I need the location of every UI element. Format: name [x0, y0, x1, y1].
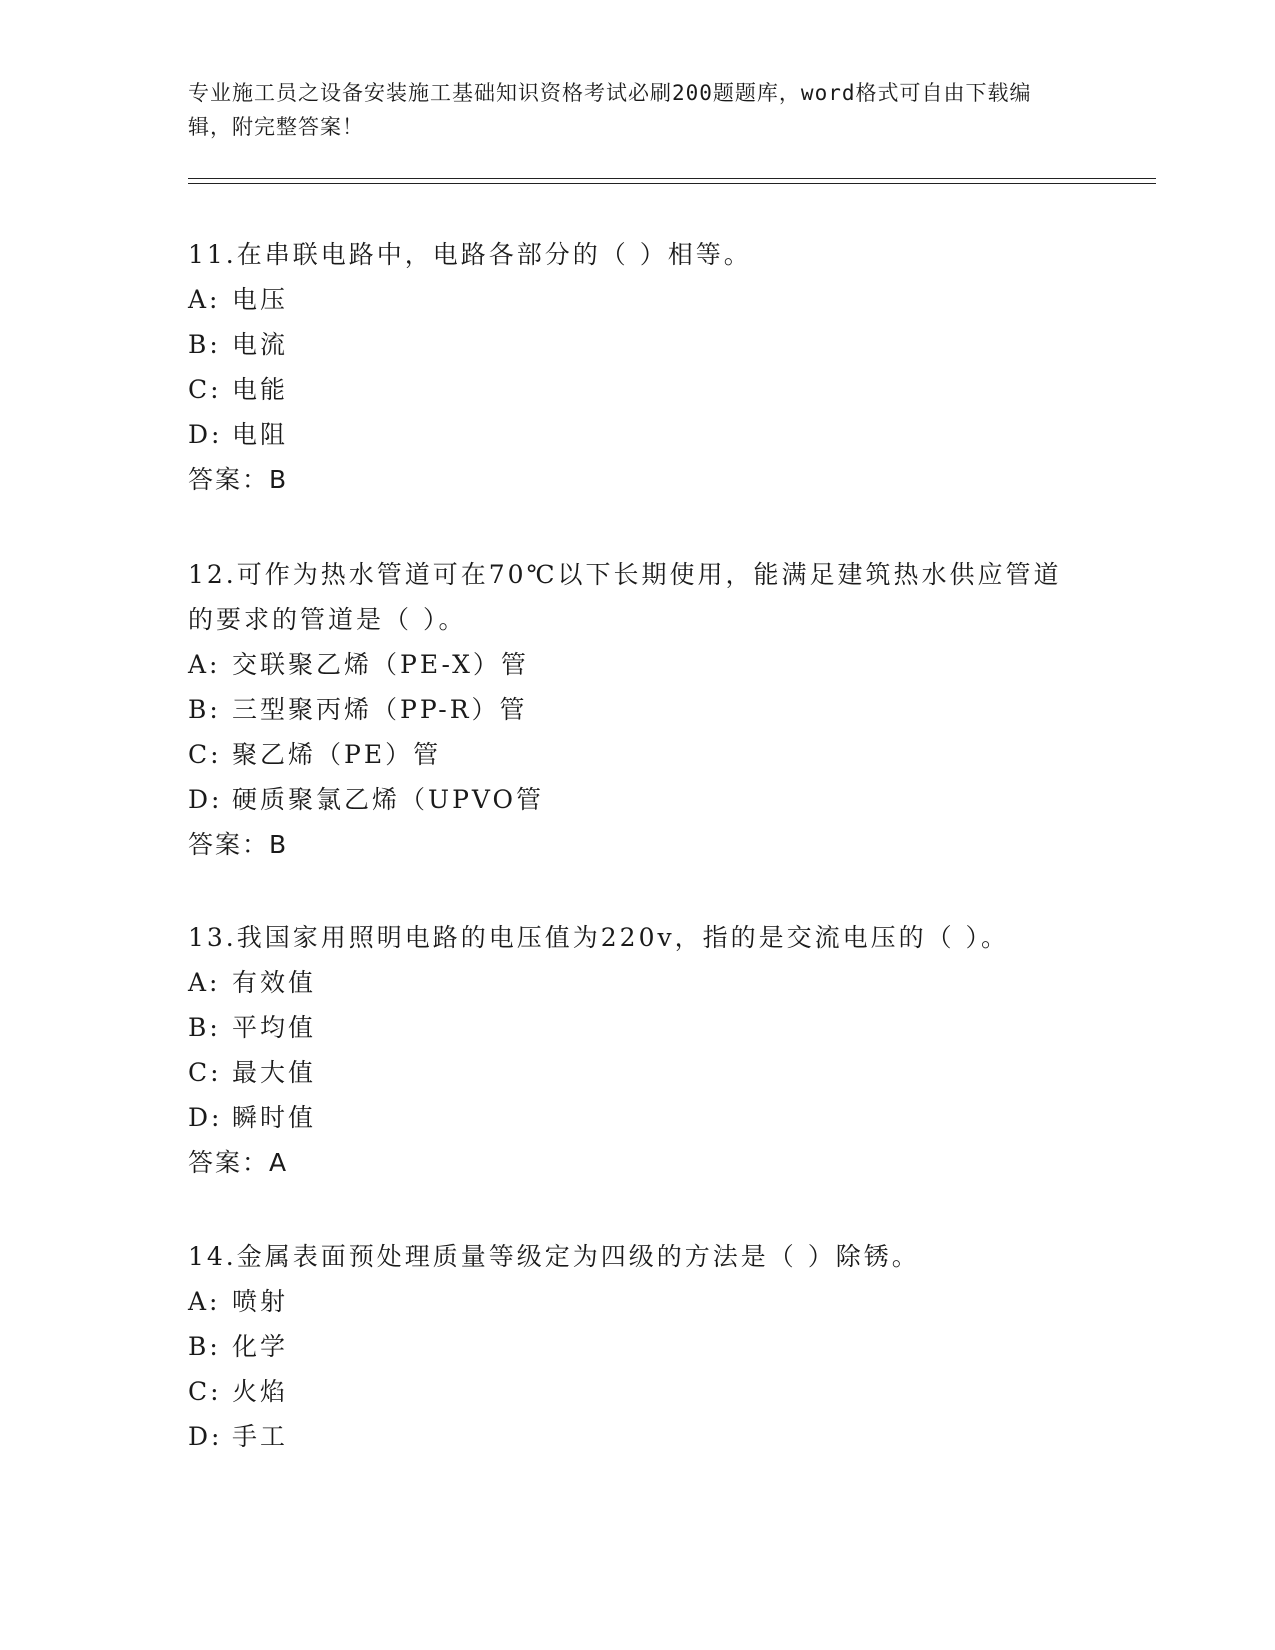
question-stem: 14.金属表面预处理质量等级定为四级的方法是（ ）除锈。 — [188, 1242, 920, 1271]
option-b — [188, 1324, 1088, 1369]
option-text: 有效值 — [232, 968, 317, 997]
option-text: 瞬时值 — [232, 1103, 317, 1132]
option-text: 电阻 — [232, 420, 289, 449]
option-d — [188, 1414, 1088, 1459]
question-stem: 11.在串联电路中，电路各部分的（ ）相等。 — [188, 240, 752, 269]
question-11 — [188, 232, 1088, 502]
option-text: 交联聚乙烯（PE-X）管 — [232, 650, 529, 679]
option-text: 三型聚丙烯（PP-R）管 — [232, 695, 528, 724]
option-key: C: — [188, 1377, 222, 1406]
answer: 答案：B — [188, 830, 289, 859]
question-stem: 12.可作为热水管道可在70℃以下长期使用，能满足建筑热水供应管道的要求的管道是（ ）。 — [188, 560, 1062, 634]
option-text: 化学 — [232, 1332, 289, 1361]
question-14 — [188, 1234, 1088, 1459]
option-c — [188, 367, 1088, 412]
option-text: 火焰 — [232, 1377, 289, 1406]
option-key: A: — [188, 285, 221, 314]
option-text: 最大值 — [232, 1058, 317, 1087]
option-a — [188, 277, 1088, 322]
option-d — [188, 412, 1088, 457]
option-text: 手工 — [232, 1422, 289, 1451]
answer: 答案：B — [188, 465, 289, 494]
option-text: 硬质聚氯乙烯（UPVO管 — [232, 785, 545, 814]
option-key: D: — [188, 1103, 223, 1132]
option-b — [188, 687, 1088, 732]
header-divider-top — [188, 178, 1156, 179]
option-text: 喷射 — [232, 1287, 289, 1316]
option-key: B: — [188, 695, 221, 724]
question-stem: 13.我国家用照明电路的电压值为220v，指的是交流电压的（ ）。 — [188, 923, 1010, 952]
option-key: C: — [188, 740, 222, 769]
option-text: 电能 — [232, 375, 289, 404]
option-key: A: — [188, 1287, 221, 1316]
option-text: 平均值 — [232, 1013, 317, 1042]
option-b — [188, 1005, 1088, 1050]
option-key: C: — [188, 375, 222, 404]
option-a — [188, 642, 1088, 687]
option-key: A: — [188, 650, 221, 679]
option-d — [188, 777, 1088, 822]
header-divider-bottom — [188, 183, 1156, 184]
answer: 答案：A — [188, 1148, 289, 1177]
question-13 — [188, 915, 1088, 1185]
option-key: B: — [188, 330, 221, 359]
option-c — [188, 1369, 1088, 1414]
option-d — [188, 1095, 1088, 1140]
option-key: B: — [188, 1013, 221, 1042]
document-header: 专业施工员之设备安装施工基础知识资格考试必刷200题题库，word格式可自由下载编辑，附完整答案！ — [188, 81, 1032, 139]
option-b — [188, 322, 1088, 367]
option-a — [188, 1279, 1088, 1324]
option-text: 聚乙烯（PE）管 — [232, 740, 442, 769]
option-c — [188, 732, 1088, 777]
option-key: D: — [188, 1422, 223, 1451]
option-key: D: — [188, 420, 223, 449]
option-text: 电压 — [232, 285, 289, 314]
option-text: 电流 — [232, 330, 289, 359]
option-key: B: — [188, 1332, 221, 1361]
option-a — [188, 960, 1088, 1005]
question-12 — [188, 552, 1088, 867]
option-c — [188, 1050, 1088, 1095]
option-key: A: — [188, 968, 221, 997]
option-key: D: — [188, 785, 223, 814]
option-key: C: — [188, 1058, 222, 1087]
